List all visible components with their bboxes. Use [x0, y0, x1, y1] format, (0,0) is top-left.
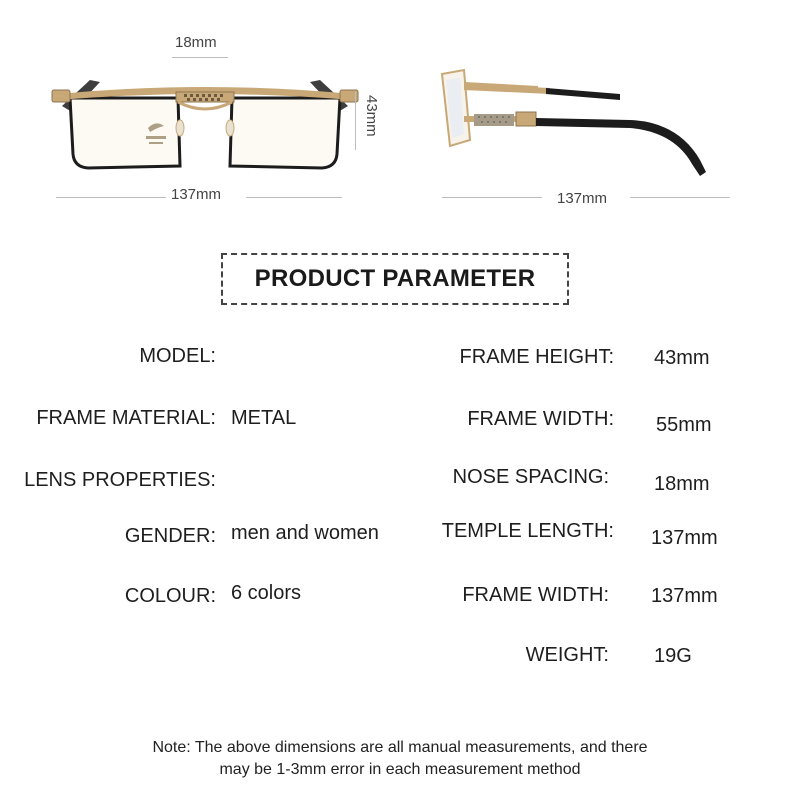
- glasses-side-image: [430, 60, 720, 190]
- temple-length-label: 137mm: [557, 190, 608, 207]
- bridge-dimension-line: [172, 57, 228, 58]
- param-label-temple-length: TEMPLE LENGTH:: [441, 520, 614, 542]
- param-value-weight: 19G: [654, 645, 692, 667]
- front-width-label: 137mm: [171, 186, 222, 203]
- param-value-gender: men and women: [231, 522, 379, 544]
- param-value-temple-length: 137mm: [651, 527, 718, 549]
- param-label-gender: GENDER:: [124, 525, 216, 547]
- product-parameter-title: PRODUCT PARAMETER: [221, 253, 569, 305]
- param-label-model: MODEL:: [139, 345, 216, 367]
- param-value-frame-width-2: 137mm: [651, 585, 718, 607]
- height-dimension-line: [355, 92, 356, 150]
- param-label-lens-properties: LENS PROPERTIES:: [24, 469, 216, 491]
- param-label-frame-width-2: FRAME WIDTH:: [462, 584, 609, 606]
- param-value-colour: 6 colors: [231, 582, 302, 604]
- param-label-frame-material: FRAME MATERIAL:: [36, 407, 216, 429]
- param-label-frame-height: FRAME HEIGHT:: [459, 346, 614, 368]
- param-label-colour: COLOUR:: [124, 585, 216, 607]
- param-value-nose-spacing: 18mm: [654, 473, 710, 495]
- param-value-frame-height: 43mm: [654, 347, 710, 369]
- temple-length-line-right: [630, 197, 730, 198]
- front-width-line-right: [246, 197, 342, 198]
- measurement-note-line-1: Note: The above dimensions are all manual measurements, and there: [152, 739, 648, 756]
- param-value-frame-material: METAL: [231, 407, 297, 429]
- temple-length-line-left: [442, 197, 542, 198]
- param-label-nose-spacing: NOSE SPACING:: [452, 466, 609, 488]
- front-width-line-left: [56, 197, 166, 198]
- glasses-front-image: [40, 70, 370, 180]
- param-label-weight: WEIGHT:: [525, 644, 609, 666]
- height-dimension-label: 43mm: [363, 95, 380, 137]
- param-value-frame-width: 55mm: [656, 414, 712, 436]
- bridge-dimension-label: 18mm: [175, 34, 217, 51]
- param-label-frame-width: FRAME WIDTH:: [467, 408, 614, 430]
- measurement-note-line-2: may be 1-3mm error in each measurement method: [219, 761, 581, 778]
